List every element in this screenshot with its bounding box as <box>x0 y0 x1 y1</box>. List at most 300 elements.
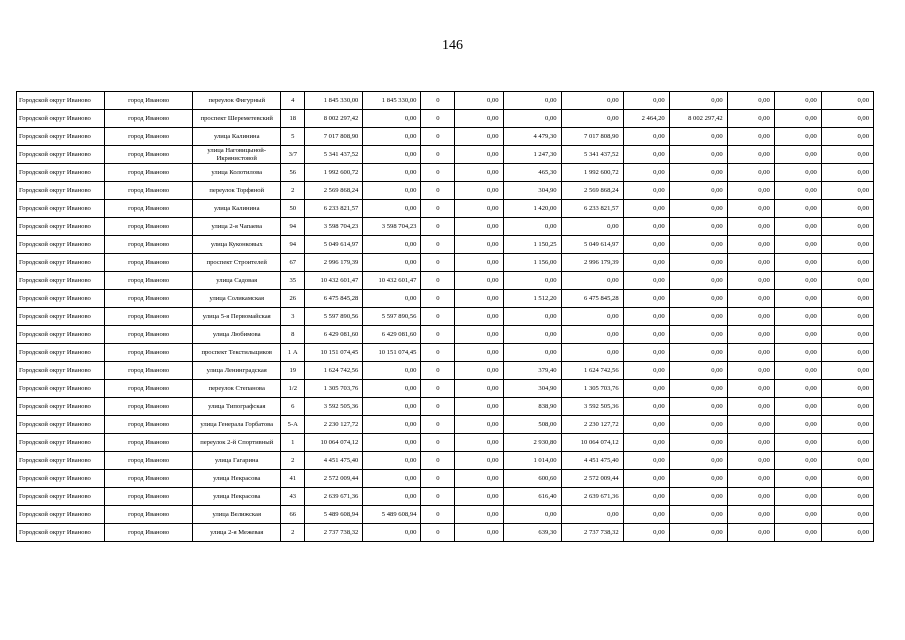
cell-cost-share-b: 0,00 <box>455 182 503 200</box>
cell-settlement: город Иваново <box>105 308 193 326</box>
cell-street: улица Гагарина <box>193 452 281 470</box>
cell-district: Городской округ Иваново <box>17 182 105 200</box>
cell-cost-share-f: 0,00 <box>774 380 821 398</box>
cell-house-number: 4 <box>281 92 305 110</box>
cell-settlement: город Иваново <box>105 398 193 416</box>
cell-cost-share-a: 0,00 <box>363 200 421 218</box>
cell-cost-share-d: 0,00 <box>669 524 727 542</box>
cell-area: 0,00 <box>503 344 561 362</box>
cell-cost-share-d: 0,00 <box>669 272 727 290</box>
cell-cost-share-e: 0,00 <box>727 416 774 434</box>
cell-cost-share-f: 0,00 <box>774 488 821 506</box>
cell-cost-share-a: 5 489 608,94 <box>363 506 421 524</box>
cell-street: улица Некрасова <box>193 470 281 488</box>
cell-street: улица Калинина <box>193 128 281 146</box>
cell-cost-share-d: 0,00 <box>669 506 727 524</box>
cell-area: 838,90 <box>503 398 561 416</box>
cell-area-b: 0,00 <box>623 182 669 200</box>
cell-cost-share-f: 0,00 <box>774 92 821 110</box>
cell-area: 0,00 <box>503 110 561 128</box>
cell-house-number: 26 <box>281 290 305 308</box>
cell-cost-share-g: 0,00 <box>821 236 873 254</box>
cell-cost-share-c: 2 639 671,36 <box>561 488 623 506</box>
cell-cost-share-b: 0,00 <box>455 236 503 254</box>
cell-cost-share-g: 0,00 <box>821 182 873 200</box>
cell-settlement: город Иваново <box>105 434 193 452</box>
cell-cost-share-e: 0,00 <box>727 92 774 110</box>
cell-total-cost: 5 489 608,94 <box>305 506 363 524</box>
cell-cost-share-e: 0,00 <box>727 182 774 200</box>
cell-cost-share-g: 0,00 <box>821 434 873 452</box>
cell-street: улица Наговицыной-Икрянистовой <box>193 146 281 164</box>
cell-area-b: 0,00 <box>623 416 669 434</box>
cell-count-a: 0 <box>421 380 455 398</box>
cell-street: улица Куконковых <box>193 236 281 254</box>
cell-district: Городской округ Иваново <box>17 326 105 344</box>
cell-settlement: город Иваново <box>105 380 193 398</box>
cell-count-a: 0 <box>421 254 455 272</box>
cell-cost-share-e: 0,00 <box>727 488 774 506</box>
cell-cost-share-b: 0,00 <box>455 470 503 488</box>
cell-district: Городской округ Иваново <box>17 110 105 128</box>
cell-area: 0,00 <box>503 92 561 110</box>
cell-count-a: 0 <box>421 308 455 326</box>
cell-district: Городской округ Иваново <box>17 362 105 380</box>
cell-cost-share-f: 0,00 <box>774 218 821 236</box>
cell-settlement: город Иваново <box>105 272 193 290</box>
cell-settlement: город Иваново <box>105 524 193 542</box>
cell-area: 304,90 <box>503 182 561 200</box>
cell-area: 508,00 <box>503 416 561 434</box>
cell-cost-share-b: 0,00 <box>455 290 503 308</box>
cell-area: 2 930,80 <box>503 434 561 452</box>
cell-street: улица 2-я Чапаева <box>193 218 281 236</box>
cell-settlement: город Иваново <box>105 110 193 128</box>
cell-cost-share-e: 0,00 <box>727 344 774 362</box>
cell-count-a: 0 <box>421 362 455 380</box>
cell-cost-share-f: 0,00 <box>774 182 821 200</box>
cell-cost-share-c: 10 064 074,12 <box>561 434 623 452</box>
cell-district: Городской округ Иваново <box>17 380 105 398</box>
cell-total-cost: 5 049 614,97 <box>305 236 363 254</box>
cell-house-number: 19 <box>281 362 305 380</box>
cell-settlement: город Иваново <box>105 146 193 164</box>
cell-house-number: 56 <box>281 164 305 182</box>
cell-total-cost: 7 017 808,90 <box>305 128 363 146</box>
cell-count-a: 0 <box>421 452 455 470</box>
cell-district: Городской округ Иваново <box>17 254 105 272</box>
cell-cost-share-f: 0,00 <box>774 470 821 488</box>
cell-area-b: 0,00 <box>623 434 669 452</box>
cell-area: 0,00 <box>503 272 561 290</box>
cell-cost-share-d: 0,00 <box>669 362 727 380</box>
cell-cost-share-e: 0,00 <box>727 524 774 542</box>
cell-district: Городской округ Иваново <box>17 416 105 434</box>
cell-cost-share-g: 0,00 <box>821 506 873 524</box>
cell-cost-share-a: 0,00 <box>363 398 421 416</box>
cell-cost-share-e: 0,00 <box>727 164 774 182</box>
cell-house-number: 94 <box>281 236 305 254</box>
cell-district: Городской округ Иваново <box>17 452 105 470</box>
cell-cost-share-g: 0,00 <box>821 344 873 362</box>
cell-area-b: 0,00 <box>623 362 669 380</box>
table-row <box>17 182 874 200</box>
cell-cost-share-a: 10 432 601,47 <box>363 272 421 290</box>
cell-cost-share-e: 0,00 <box>727 200 774 218</box>
cell-settlement: город Иваново <box>105 416 193 434</box>
cell-cost-share-d: 0,00 <box>669 146 727 164</box>
cell-street: переулок 2-й Спортивный <box>193 434 281 452</box>
cell-area: 1 150,25 <box>503 236 561 254</box>
cell-area-b: 0,00 <box>623 308 669 326</box>
cell-cost-share-c: 0,00 <box>561 218 623 236</box>
cell-cost-share-f: 0,00 <box>774 362 821 380</box>
cell-district: Городской округ Иваново <box>17 200 105 218</box>
cell-cost-share-g: 0,00 <box>821 452 873 470</box>
cell-cost-share-g: 0,00 <box>821 470 873 488</box>
cell-total-cost: 5 341 437,52 <box>305 146 363 164</box>
cell-cost-share-c: 5 341 437,52 <box>561 146 623 164</box>
cell-count-a: 0 <box>421 488 455 506</box>
cell-area-b: 2 464,20 <box>623 110 669 128</box>
cell-cost-share-g: 0,00 <box>821 380 873 398</box>
table-row <box>17 92 874 110</box>
cell-cost-share-g: 0,00 <box>821 110 873 128</box>
cell-area: 1 014,00 <box>503 452 561 470</box>
cell-district: Городской округ Иваново <box>17 524 105 542</box>
cell-street: улица Некрасова <box>193 488 281 506</box>
cell-cost-share-e: 0,00 <box>727 110 774 128</box>
cell-settlement: город Иваново <box>105 290 193 308</box>
cell-count-a: 0 <box>421 470 455 488</box>
cell-cost-share-a: 6 429 081,60 <box>363 326 421 344</box>
cell-cost-share-a: 0,00 <box>363 128 421 146</box>
cell-count-a: 0 <box>421 290 455 308</box>
table-row <box>17 308 874 326</box>
cell-street: проспект Шереметевский <box>193 110 281 128</box>
cell-cost-share-a: 0,00 <box>363 110 421 128</box>
cell-cost-share-e: 0,00 <box>727 146 774 164</box>
cell-street: улица Ленинградская <box>193 362 281 380</box>
table-row <box>17 128 874 146</box>
cell-total-cost: 1 845 330,00 <box>305 92 363 110</box>
cell-count-a: 0 <box>421 218 455 236</box>
cell-cost-share-e: 0,00 <box>727 236 774 254</box>
cell-count-a: 0 <box>421 506 455 524</box>
cell-house-number: 66 <box>281 506 305 524</box>
cell-cost-share-d: 0,00 <box>669 308 727 326</box>
cell-cost-share-d: 0,00 <box>669 488 727 506</box>
cell-area: 639,30 <box>503 524 561 542</box>
cell-area-b: 0,00 <box>623 470 669 488</box>
cell-street: улица Типографская <box>193 398 281 416</box>
cell-cost-share-g: 0,00 <box>821 416 873 434</box>
cell-cost-share-f: 0,00 <box>774 164 821 182</box>
cell-cost-share-b: 0,00 <box>455 200 503 218</box>
cell-total-cost: 4 451 475,40 <box>305 452 363 470</box>
cell-district: Городской округ Иваново <box>17 398 105 416</box>
page-number: 146 <box>442 38 463 53</box>
cell-house-number: 3/7 <box>281 146 305 164</box>
cell-cost-share-b: 0,00 <box>455 488 503 506</box>
cell-cost-share-b: 0,00 <box>455 164 503 182</box>
cell-cost-share-a: 3 598 704,23 <box>363 218 421 236</box>
cell-area: 1 156,00 <box>503 254 561 272</box>
cell-cost-share-f: 0,00 <box>774 254 821 272</box>
cell-cost-share-e: 0,00 <box>727 272 774 290</box>
cell-district: Городской округ Иваново <box>17 290 105 308</box>
table-row <box>17 110 874 128</box>
cell-area-b: 0,00 <box>623 164 669 182</box>
cell-area: 465,30 <box>503 164 561 182</box>
cell-cost-share-e: 0,00 <box>727 308 774 326</box>
cell-cost-share-d: 0,00 <box>669 470 727 488</box>
cell-area-b: 0,00 <box>623 200 669 218</box>
cell-total-cost: 2 569 868,24 <box>305 182 363 200</box>
cell-settlement: город Иваново <box>105 128 193 146</box>
cell-cost-share-a: 0,00 <box>363 362 421 380</box>
cell-area-b: 0,00 <box>623 506 669 524</box>
cell-settlement: город Иваново <box>105 362 193 380</box>
cell-cost-share-g: 0,00 <box>821 254 873 272</box>
cell-cost-share-g: 0,00 <box>821 488 873 506</box>
cell-cost-share-d: 0,00 <box>669 452 727 470</box>
cell-house-number: 94 <box>281 218 305 236</box>
cell-cost-share-c: 2 996 179,39 <box>561 254 623 272</box>
cell-cost-share-g: 0,00 <box>821 200 873 218</box>
cell-area-b: 0,00 <box>623 326 669 344</box>
cell-cost-share-a: 10 151 074,45 <box>363 344 421 362</box>
cell-street: улица Любимова <box>193 326 281 344</box>
cell-cost-share-e: 0,00 <box>727 290 774 308</box>
cell-area: 379,40 <box>503 362 561 380</box>
cell-settlement: город Иваново <box>105 182 193 200</box>
cell-cost-share-e: 0,00 <box>727 452 774 470</box>
cell-cost-share-b: 0,00 <box>455 272 503 290</box>
cell-house-number: 5 <box>281 128 305 146</box>
cell-cost-share-d: 0,00 <box>669 236 727 254</box>
cell-cost-share-g: 0,00 <box>821 524 873 542</box>
cell-cost-share-f: 0,00 <box>774 452 821 470</box>
repair-cost-table <box>16 91 874 542</box>
cell-cost-share-e: 0,00 <box>727 254 774 272</box>
cell-cost-share-g: 0,00 <box>821 326 873 344</box>
cell-cost-share-e: 0,00 <box>727 470 774 488</box>
cell-street: проспект Текстильщиков <box>193 344 281 362</box>
cell-area: 4 479,30 <box>503 128 561 146</box>
table-row <box>17 344 874 362</box>
cell-area: 1 247,30 <box>503 146 561 164</box>
cell-district: Городской округ Иваново <box>17 308 105 326</box>
table-row <box>17 470 874 488</box>
table-row <box>17 362 874 380</box>
cell-cost-share-b: 0,00 <box>455 254 503 272</box>
cell-count-a: 0 <box>421 200 455 218</box>
cell-cost-share-f: 0,00 <box>774 236 821 254</box>
cell-district: Городской округ Иваново <box>17 272 105 290</box>
cell-cost-share-c: 0,00 <box>561 272 623 290</box>
cell-cost-share-a: 0,00 <box>363 146 421 164</box>
cell-street: улица Генерала Горбатова <box>193 416 281 434</box>
cell-cost-share-d: 0,00 <box>669 344 727 362</box>
cell-cost-share-c: 0,00 <box>561 326 623 344</box>
cell-cost-share-c: 0,00 <box>561 344 623 362</box>
cell-cost-share-c: 1 305 703,76 <box>561 380 623 398</box>
cell-cost-share-a: 0,00 <box>363 488 421 506</box>
cell-house-number: 8 <box>281 326 305 344</box>
cell-cost-share-e: 0,00 <box>727 506 774 524</box>
cell-cost-share-c: 4 451 475,40 <box>561 452 623 470</box>
cell-cost-share-a: 0,00 <box>363 452 421 470</box>
table-row <box>17 164 874 182</box>
cell-settlement: город Иваново <box>105 470 193 488</box>
cell-cost-share-f: 0,00 <box>774 506 821 524</box>
cell-count-a: 0 <box>421 128 455 146</box>
cell-count-a: 0 <box>421 164 455 182</box>
cell-settlement: город Иваново <box>105 218 193 236</box>
cell-cost-share-b: 0,00 <box>455 434 503 452</box>
cell-cost-share-e: 0,00 <box>727 326 774 344</box>
cell-cost-share-c: 2 737 738,32 <box>561 524 623 542</box>
cell-cost-share-c: 1 624 742,56 <box>561 362 623 380</box>
cell-count-a: 0 <box>421 344 455 362</box>
cell-cost-share-b: 0,00 <box>455 398 503 416</box>
cell-district: Городской округ Иваново <box>17 236 105 254</box>
cell-area-b: 0,00 <box>623 254 669 272</box>
cell-settlement: город Иваново <box>105 92 193 110</box>
cell-house-number: 50 <box>281 200 305 218</box>
cell-house-number: 41 <box>281 470 305 488</box>
cell-house-number: 35 <box>281 272 305 290</box>
table-row <box>17 236 874 254</box>
cell-cost-share-g: 0,00 <box>821 218 873 236</box>
cell-house-number: 6 <box>281 398 305 416</box>
cell-count-a: 0 <box>421 272 455 290</box>
cell-cost-share-c: 0,00 <box>561 506 623 524</box>
cell-district: Городской округ Иваново <box>17 164 105 182</box>
cell-cost-share-c: 2 230 127,72 <box>561 416 623 434</box>
cell-settlement: город Иваново <box>105 506 193 524</box>
cell-cost-share-c: 7 017 808,90 <box>561 128 623 146</box>
cell-area-b: 0,00 <box>623 92 669 110</box>
cell-total-cost: 1 624 742,56 <box>305 362 363 380</box>
cell-area-b: 0,00 <box>623 452 669 470</box>
cell-settlement: город Иваново <box>105 236 193 254</box>
cell-cost-share-c: 2 572 009,44 <box>561 470 623 488</box>
cell-total-cost: 10 151 074,45 <box>305 344 363 362</box>
cell-cost-share-g: 0,00 <box>821 272 873 290</box>
cell-cost-share-b: 0,00 <box>455 128 503 146</box>
cell-total-cost: 1 305 703,76 <box>305 380 363 398</box>
cell-cost-share-d: 0,00 <box>669 200 727 218</box>
cell-cost-share-f: 0,00 <box>774 272 821 290</box>
cell-area-b: 0,00 <box>623 398 669 416</box>
cell-cost-share-a: 0,00 <box>363 416 421 434</box>
cell-house-number: 1 А <box>281 344 305 362</box>
cell-cost-share-f: 0,00 <box>774 146 821 164</box>
table-row <box>17 200 874 218</box>
cell-cost-share-a: 0,00 <box>363 182 421 200</box>
cell-street: улица 2-я Межевая <box>193 524 281 542</box>
cell-cost-share-e: 0,00 <box>727 380 774 398</box>
cell-area: 0,00 <box>503 326 561 344</box>
cell-area: 0,00 <box>503 506 561 524</box>
cell-area-b: 0,00 <box>623 128 669 146</box>
cell-count-a: 0 <box>421 434 455 452</box>
cell-cost-share-d: 0,00 <box>669 182 727 200</box>
cell-cost-share-g: 0,00 <box>821 398 873 416</box>
cell-cost-share-c: 5 049 614,97 <box>561 236 623 254</box>
cell-cost-share-d: 0,00 <box>669 254 727 272</box>
cell-area: 0,00 <box>503 218 561 236</box>
cell-cost-share-b: 0,00 <box>455 146 503 164</box>
cell-cost-share-c: 3 592 505,36 <box>561 398 623 416</box>
cell-total-cost: 1 992 600,72 <box>305 164 363 182</box>
cell-district: Городской округ Иваново <box>17 218 105 236</box>
cell-cost-share-d: 0,00 <box>669 128 727 146</box>
cell-cost-share-a: 0,00 <box>363 236 421 254</box>
cell-total-cost: 10 064 074,12 <box>305 434 363 452</box>
cell-area-b: 0,00 <box>623 236 669 254</box>
cell-count-a: 0 <box>421 236 455 254</box>
table-row <box>17 524 874 542</box>
cell-cost-share-a: 0,00 <box>363 524 421 542</box>
cell-count-a: 0 <box>421 92 455 110</box>
cell-street: переулок Степанова <box>193 380 281 398</box>
cell-total-cost: 3 592 505,36 <box>305 398 363 416</box>
cell-cost-share-e: 0,00 <box>727 218 774 236</box>
cell-total-cost: 2 572 009,44 <box>305 470 363 488</box>
cell-settlement: город Иваново <box>105 200 193 218</box>
cell-cost-share-g: 0,00 <box>821 92 873 110</box>
cell-house-number: 3 <box>281 308 305 326</box>
table-row <box>17 380 874 398</box>
cell-total-cost: 5 597 890,56 <box>305 308 363 326</box>
cell-cost-share-b: 0,00 <box>455 416 503 434</box>
cell-cost-share-b: 0,00 <box>455 362 503 380</box>
cell-cost-share-d: 0,00 <box>669 164 727 182</box>
cell-count-a: 0 <box>421 326 455 344</box>
cell-district: Городской округ Иваново <box>17 506 105 524</box>
cell-district: Городской округ Иваново <box>17 488 105 506</box>
table-row <box>17 326 874 344</box>
cell-street: переулок Фигурный <box>193 92 281 110</box>
cell-total-cost: 2 737 738,32 <box>305 524 363 542</box>
cell-street: улица Садовая <box>193 272 281 290</box>
cell-district: Городской округ Иваново <box>17 434 105 452</box>
cell-house-number: 18 <box>281 110 305 128</box>
cell-cost-share-b: 0,00 <box>455 380 503 398</box>
cell-cost-share-f: 0,00 <box>774 128 821 146</box>
cell-total-cost: 2 639 671,36 <box>305 488 363 506</box>
cell-count-a: 0 <box>421 182 455 200</box>
cell-cost-share-b: 0,00 <box>455 506 503 524</box>
cell-cost-share-f: 0,00 <box>774 200 821 218</box>
cell-cost-share-a: 0,00 <box>363 290 421 308</box>
cell-cost-share-f: 0,00 <box>774 434 821 452</box>
cell-count-a: 0 <box>421 110 455 128</box>
table-row <box>17 488 874 506</box>
cell-cost-share-f: 0,00 <box>774 110 821 128</box>
cell-street: улица Калинина <box>193 200 281 218</box>
cell-total-cost: 2 230 127,72 <box>305 416 363 434</box>
cell-cost-share-b: 0,00 <box>455 452 503 470</box>
cell-cost-share-b: 0,00 <box>455 326 503 344</box>
cell-cost-share-d: 0,00 <box>669 434 727 452</box>
cell-street: переулок Торфяной <box>193 182 281 200</box>
cell-district: Городской округ Иваново <box>17 344 105 362</box>
cell-cost-share-e: 0,00 <box>727 128 774 146</box>
